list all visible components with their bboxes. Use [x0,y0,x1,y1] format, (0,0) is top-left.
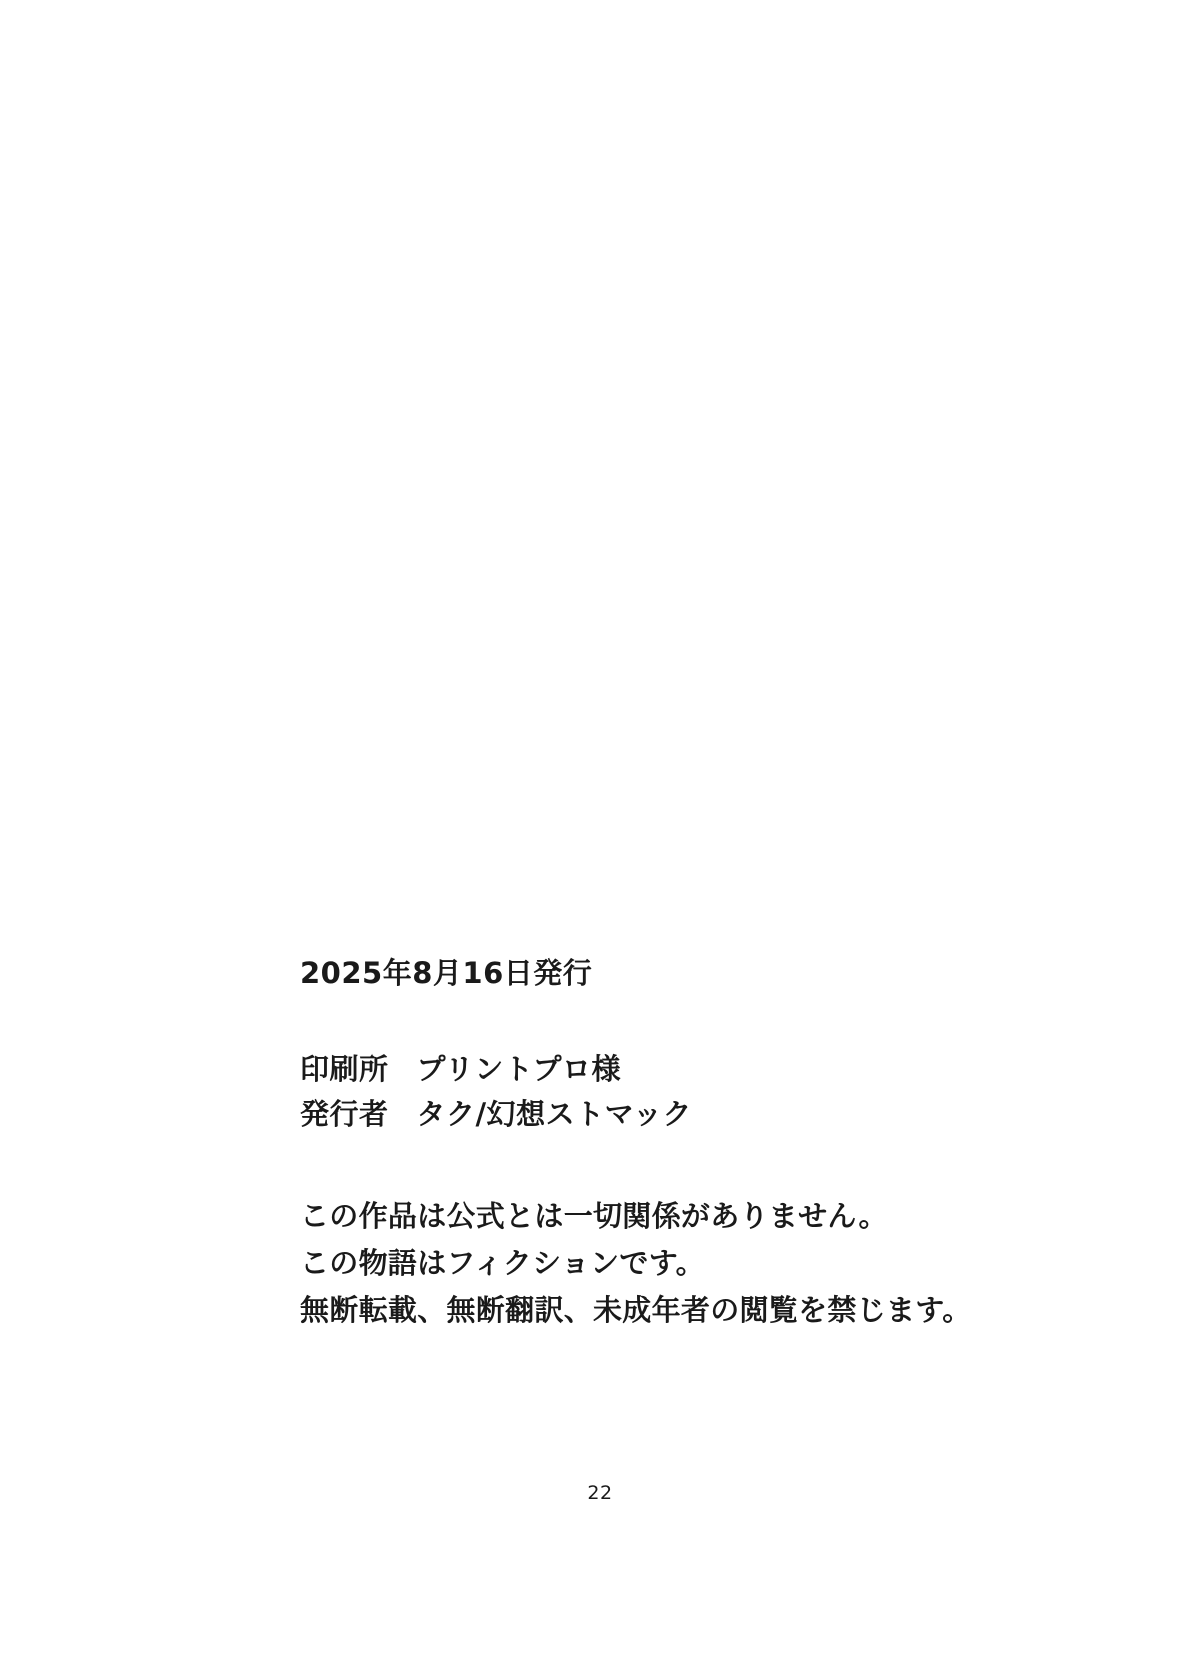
credit-row [300,1092,1040,1137]
credit-value-printer: プリントプロ様 [416,1051,621,1086]
notice-line: 無断転載、無断翻訳、未成年者の閲覧を禁じます。 [300,1292,972,1327]
credit-value-publisher: タク/幻想ストマック [416,1096,692,1131]
credit-label-publisher: 発行者 [300,1096,389,1131]
credit-label-printer: 印刷所 [300,1051,389,1086]
publication-date: 2025年8月16日発行 [300,956,593,990]
colophon-block [300,955,1040,1333]
credit-row [300,1047,1040,1092]
credits-list [300,1047,1040,1137]
page-number: 22 [587,1482,613,1504]
notice-line: この作品は公式とは一切関係がありません。 [300,1198,888,1233]
notice-line: この物語はフィクションです。 [300,1245,705,1280]
legal-notices [300,1193,1040,1334]
